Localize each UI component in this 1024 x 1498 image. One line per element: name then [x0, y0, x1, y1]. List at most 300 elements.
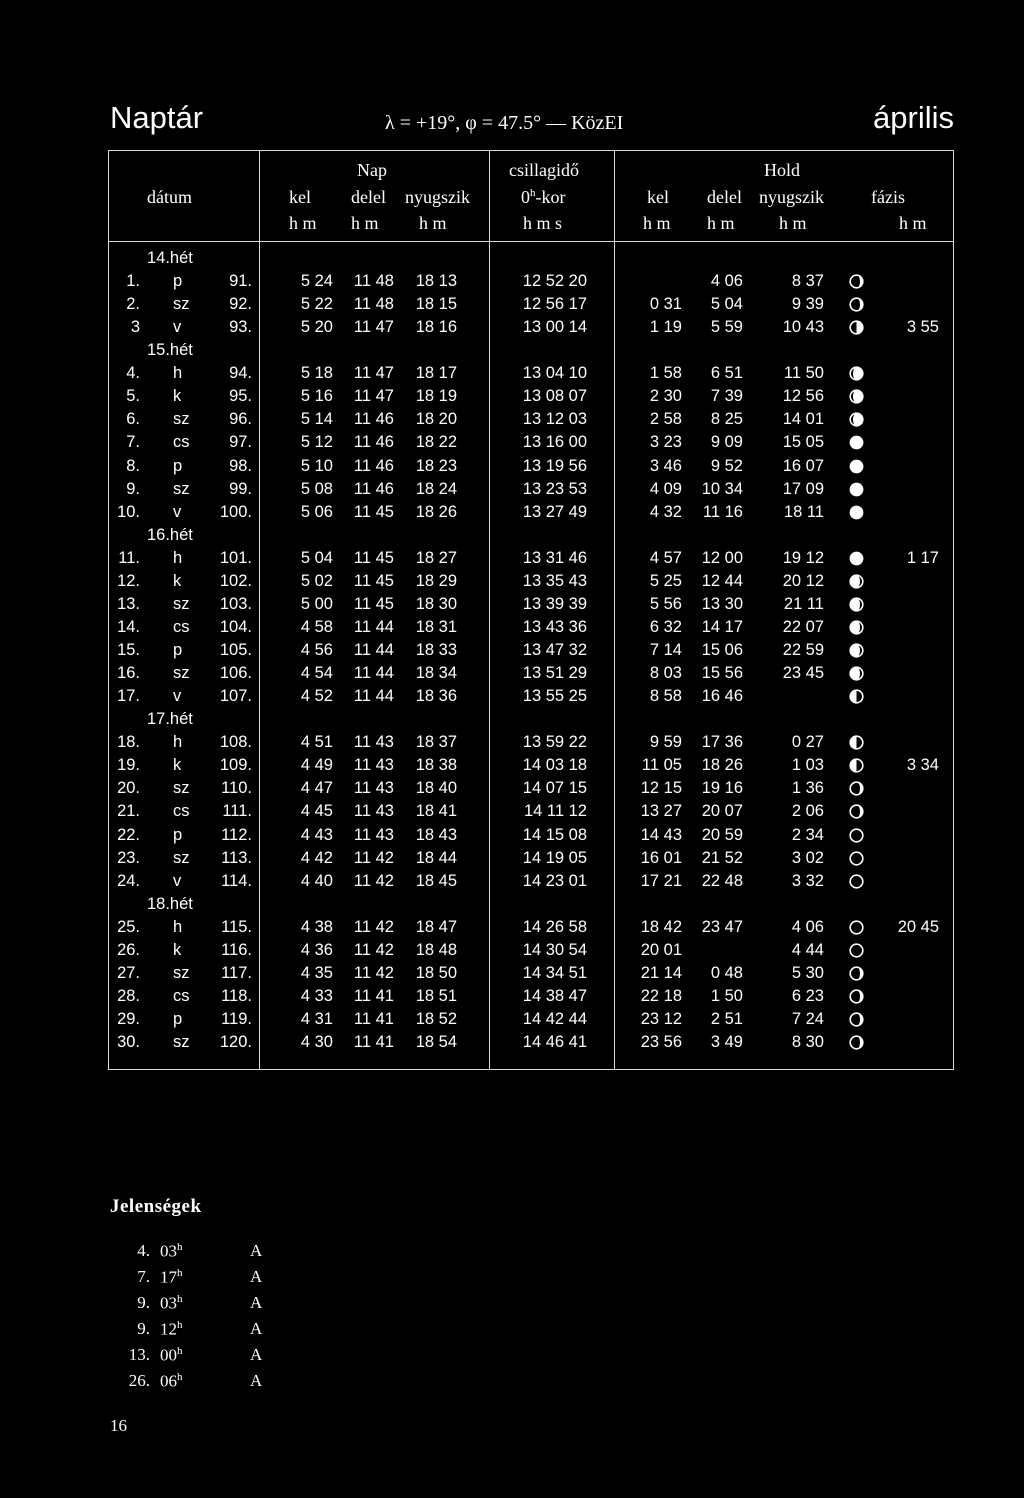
weekday: k: [173, 571, 182, 590]
units: h m: [351, 213, 379, 233]
sun-transit: 11 44: [353, 687, 394, 706]
moonrise: 6 32: [649, 617, 682, 636]
date-day: 13.: [117, 594, 140, 613]
sunset: 18 38: [415, 756, 457, 775]
moonrise: 9 59: [649, 733, 682, 752]
sidereal-time: 12 56 17: [522, 295, 587, 314]
moonset: 7 24: [791, 1009, 824, 1028]
moon-transit: 2 51: [710, 1009, 743, 1028]
phenomenon-hour: 00: [160, 1345, 177, 1365]
moon-phase-icon: [849, 274, 864, 289]
sun-transit: 11 47: [353, 387, 394, 406]
moonset: 14 01: [782, 410, 824, 429]
moonrise: 8 58: [649, 687, 682, 706]
phenomenon-time: [160, 1345, 183, 1366]
units: h m s: [523, 213, 563, 233]
phenomenon-hour: 03: [160, 1293, 177, 1313]
day-of-year: 117.: [221, 963, 252, 982]
moonset: 4 44: [791, 940, 824, 959]
moonset: 10 43: [782, 318, 824, 337]
moonrise: 4 09: [649, 479, 682, 498]
date-day: 27.: [117, 963, 140, 982]
col-nap-delel: delel: [351, 187, 386, 207]
sun-transit: 11 48: [353, 272, 394, 291]
moonset: 9 39: [791, 295, 824, 314]
sidereal-time: 14 19 05: [522, 848, 587, 867]
sun-transit: 11 42: [353, 848, 394, 867]
moon-phase-icon: [849, 874, 864, 889]
sunrise: 4 35: [300, 963, 333, 982]
sun-transit: 11 47: [353, 318, 394, 337]
moon-phase-icon: [849, 758, 864, 773]
moonrise: 8 03: [649, 664, 682, 683]
col-csillagido: csillagidő: [509, 160, 579, 180]
col-datum: dátum: [147, 187, 192, 207]
date-day: 5.: [126, 387, 140, 406]
sun-transit: 11 46: [353, 410, 394, 429]
phenomenon-hour-unit: h: [177, 1345, 183, 1357]
moonset: 19 12: [782, 548, 824, 567]
sun-transit: 11 43: [353, 825, 394, 844]
sunset: 18 54: [415, 1033, 457, 1052]
sidereal-time: 13 55 25: [522, 687, 587, 706]
date-day: 26.: [117, 940, 140, 959]
phase-time: 3 55: [906, 318, 939, 337]
sidereal-time: 14 46 41: [522, 1033, 587, 1052]
phase-time: 1 17: [906, 548, 939, 567]
sunrise: 5 16: [300, 387, 333, 406]
moon-phase-icon: [849, 551, 864, 566]
week-label: 16.hét: [147, 525, 193, 544]
sunrise: 4 56: [300, 641, 333, 660]
moon-transit: 7 39: [710, 387, 743, 406]
sidereal-time: 13 04 10: [522, 364, 587, 383]
sun-transit: 11 45: [353, 571, 394, 590]
moon-phase-icon: [849, 989, 864, 1004]
moonset: 18 11: [783, 502, 824, 521]
week-label: 18.hét: [147, 894, 193, 913]
moonset: 3 02: [791, 848, 824, 867]
phenomenon-time: [160, 1293, 183, 1314]
weekday: v: [173, 502, 182, 521]
moonrise: 3 46: [649, 456, 682, 475]
date-day: 11.: [118, 548, 140, 567]
moon-phase-icon: [849, 920, 864, 935]
sunset: 18 34: [415, 664, 457, 683]
sunrise: 5 24: [300, 272, 333, 291]
moon-transit: 19 16: [701, 779, 743, 798]
phenomenon-event: A: [250, 1371, 263, 1390]
sunset: 18 26: [415, 502, 457, 521]
weekday: h: [173, 917, 183, 936]
weekday: cs: [173, 617, 190, 636]
moonrise: 17 21: [640, 871, 682, 890]
date-day: 22.: [117, 825, 140, 844]
moon-phase-icon: [849, 412, 864, 427]
day-of-year: 95.: [229, 387, 252, 406]
date-day: 24.: [117, 871, 140, 890]
weekday: sz: [173, 664, 190, 683]
weekday: sz: [173, 410, 190, 429]
phenomenon-event: A: [250, 1319, 263, 1338]
moon-transit: 15 56: [701, 664, 743, 683]
phenomenon-day: 4.: [137, 1241, 150, 1260]
units: h m: [419, 213, 447, 233]
day-of-year: 98.: [229, 456, 252, 475]
date-day: 15.: [117, 641, 140, 660]
moon-phase-icon: [849, 666, 864, 681]
day-of-year: 108.: [219, 733, 252, 752]
weekday: cs: [173, 433, 190, 452]
day-of-year: 111.: [222, 802, 252, 821]
moonset: 6 23: [791, 986, 824, 1005]
weekday: p: [173, 272, 183, 291]
date-day: 23.: [117, 848, 140, 867]
moonset: 17 09: [782, 479, 824, 498]
sunrise: 4 42: [300, 848, 333, 867]
moon-transit: 14 17: [701, 617, 743, 636]
moonrise: 3 23: [649, 433, 682, 452]
weekday: k: [173, 387, 182, 406]
phenomenon-hour-unit: h: [177, 1319, 183, 1331]
sunset: 18 40: [415, 779, 457, 798]
sidereal-time: 13 31 46: [522, 548, 587, 567]
sun-transit: 11 43: [353, 733, 394, 752]
moon-phase-icon: [849, 366, 864, 381]
sunrise: 5 18: [300, 364, 333, 383]
sidereal-time: 13 39 39: [522, 594, 587, 613]
sunrise: 4 54: [300, 664, 333, 683]
sunrise: 5 10: [300, 456, 333, 475]
sidereal-time: 13 16 00: [522, 433, 587, 452]
date-day: 3: [130, 318, 140, 337]
date-day: 12.: [117, 571, 140, 590]
moon-phase-icon: [849, 574, 864, 589]
moonset: 11 50: [783, 364, 824, 383]
sidereal-time: 13 27 49: [522, 502, 587, 521]
date-day: 9.: [126, 479, 140, 498]
sun-transit: 11 47: [353, 364, 394, 383]
header-title: Naptár: [110, 100, 204, 135]
moonset: 20 12: [782, 571, 824, 590]
sunset: 18 17: [415, 364, 457, 383]
weekday: p: [173, 456, 183, 475]
moon-transit: 16 46: [701, 687, 743, 706]
day-of-year: 120.: [219, 1033, 252, 1052]
sunset: 18 19: [415, 387, 457, 406]
sun-transit: 11 46: [353, 456, 394, 475]
sunrise: 4 47: [300, 779, 333, 798]
divider: [489, 151, 490, 1069]
weekday: sz: [173, 1033, 190, 1052]
sun-transit: 11 44: [353, 617, 394, 636]
sunrise: 4 36: [300, 940, 333, 959]
moon-transit: 4 06: [710, 272, 743, 291]
moonrise: 0 31: [649, 295, 682, 314]
sidereal-time: 14 26 58: [522, 917, 587, 936]
weekday: sz: [173, 479, 190, 498]
moonset: 4 06: [791, 917, 824, 936]
moon-phase-icon: [849, 597, 864, 612]
col-hold-delel: delel: [707, 187, 742, 207]
phase-time: 3 34: [906, 756, 939, 775]
date-day: 2.: [126, 295, 140, 314]
moonset: 2 34: [791, 825, 824, 844]
sidereal-time: 13 59 22: [522, 733, 587, 752]
moonrise: 7 14: [649, 641, 682, 660]
moonset: 15 05: [782, 433, 824, 452]
moonrise: 2 30: [649, 387, 682, 406]
sidereal-time: 14 23 01: [522, 871, 587, 890]
sunrise: 4 40: [300, 871, 333, 890]
weekday: sz: [173, 779, 190, 798]
moon-transit: 8 25: [710, 410, 743, 429]
moon-transit: 23 47: [701, 917, 743, 936]
moon-phase-icon: [849, 689, 864, 704]
day-of-year: 94.: [229, 364, 252, 383]
sidereal-time: 13 19 56: [522, 456, 587, 475]
day-of-year: 105.: [219, 641, 252, 660]
day-of-year: 92.: [229, 295, 252, 314]
date-day: 19.: [117, 756, 140, 775]
moonset: 8 37: [791, 272, 824, 291]
header-divider: [109, 241, 953, 242]
moonrise: 1 58: [649, 364, 682, 383]
moonrise: 2 58: [649, 410, 682, 429]
sun-transit: 11 41: [353, 1009, 394, 1028]
sunset: 18 50: [415, 963, 457, 982]
sidereal-time: 14 34 51: [522, 963, 587, 982]
moonset: 0 27: [791, 733, 824, 752]
units: h m: [289, 213, 317, 233]
day-of-year: 100.: [219, 502, 252, 521]
divider: [614, 151, 615, 1069]
sidereal-time: 14 15 08: [522, 825, 587, 844]
phenomenon-time: [160, 1241, 183, 1262]
sidereal-time: 14 38 47: [522, 986, 587, 1005]
sunset: 18 43: [415, 825, 457, 844]
moonrise: 5 25: [649, 571, 682, 590]
sidereal-time: 14 03 18: [522, 756, 587, 775]
units: h m: [707, 213, 735, 233]
sidereal-time: 14 11 12: [523, 802, 587, 821]
phenomenon-day: 7.: [137, 1267, 150, 1286]
date-day: 20.: [117, 779, 140, 798]
phenomenon-hour-unit: h: [177, 1267, 183, 1279]
phenomenon-time: [160, 1267, 183, 1288]
date-day: 10.: [117, 502, 140, 521]
weekday: sz: [173, 295, 190, 314]
phenomenon-day: 9.: [137, 1319, 150, 1338]
day-of-year: 109.: [219, 756, 252, 775]
phenomenon-hour-unit: h: [177, 1293, 183, 1305]
sunset: 18 31: [415, 617, 457, 636]
weekday: cs: [173, 986, 190, 1005]
phenomenon-hour-unit: h: [177, 1241, 183, 1253]
day-of-year: 114.: [221, 871, 252, 890]
sunset: 18 47: [415, 917, 457, 936]
moonrise: 1 19: [649, 318, 682, 337]
sunset: 18 48: [415, 940, 457, 959]
day-of-year: 110.: [221, 779, 252, 798]
sunset: 18 13: [415, 272, 457, 291]
weekday: sz: [173, 963, 190, 982]
day-of-year: 101.: [219, 548, 252, 567]
divider: [259, 151, 260, 1069]
header-month: április: [873, 100, 954, 135]
date-day: 14.: [117, 617, 140, 636]
moon-transit: 3 49: [710, 1033, 743, 1052]
col-hold-group: Hold: [764, 160, 800, 180]
units: h m: [899, 213, 927, 233]
moon-transit: 5 59: [710, 318, 743, 337]
moon-phase-icon: [849, 851, 864, 866]
moon-phase-icon: [849, 482, 864, 497]
phenomenon-event: A: [250, 1345, 263, 1364]
day-of-year: 115.: [221, 917, 252, 936]
sidereal-time: 13 12 03: [522, 410, 587, 429]
date-day: 28.: [117, 986, 140, 1005]
weekday: p: [173, 641, 183, 660]
phenomenon-time: [160, 1371, 183, 1392]
phenomenon-hour: 06: [160, 1371, 177, 1391]
sunrise: 4 33: [300, 986, 333, 1005]
sidereal-time: 14 07 15: [522, 779, 587, 798]
sidereal-time: 14 42 44: [522, 1009, 587, 1028]
sunrise: 5 02: [300, 571, 333, 590]
date-day: 18.: [117, 733, 140, 752]
moon-phase-icon: [849, 828, 864, 843]
week-label: 14.hét: [147, 249, 193, 267]
week-label: 17.hét: [147, 710, 193, 729]
date-day: 21.: [117, 802, 140, 821]
sunset: 18 30: [415, 594, 457, 613]
day-of-year: 118.: [221, 986, 252, 1005]
phenomenon-hour: 12: [160, 1319, 177, 1339]
col-nap-kel: kel: [289, 187, 311, 207]
date-day: 17.: [117, 687, 140, 706]
col-nap-group: Nap: [357, 160, 387, 180]
date-day: 8.: [126, 456, 140, 475]
sidereal-time: 13 43 36: [522, 617, 587, 636]
sun-transit: 11 45: [353, 502, 394, 521]
moon-transit: 12 00: [701, 548, 743, 567]
sunset: 18 22: [415, 433, 457, 452]
moonset: 5 30: [791, 963, 824, 982]
date-day: 7.: [126, 433, 140, 452]
sunrise: 4 49: [300, 756, 333, 775]
moonset: 16 07: [782, 456, 824, 475]
weekday: p: [173, 825, 183, 844]
week-label: 15.hét: [147, 341, 193, 360]
sunset: 18 29: [415, 571, 457, 590]
sun-transit: 11 42: [353, 871, 394, 890]
col-hold-fazis: fázis: [871, 187, 905, 207]
moonrise: 4 32: [649, 502, 682, 521]
sun-transit: 11 44: [353, 664, 394, 683]
moonset: 21 11: [783, 594, 824, 613]
moon-phase-icon: [849, 320, 864, 335]
sunrise: 5 12: [300, 433, 333, 452]
date-day: 29.: [117, 1009, 140, 1028]
page-number: 16: [110, 1416, 127, 1435]
moon-transit: 22 48: [701, 871, 743, 890]
sidereal-time: 13 08 07: [522, 387, 587, 406]
moon-phase-icon: [849, 459, 864, 474]
moon-transit: 9 09: [710, 433, 743, 452]
sunrise: 5 22: [300, 295, 333, 314]
moonrise: 22 18: [640, 986, 682, 1005]
weekday: k: [173, 756, 182, 775]
phenomenon-day: 9.: [137, 1293, 150, 1312]
date-day: 30.: [117, 1033, 140, 1052]
moonrise: 20 01: [640, 940, 682, 959]
sun-transit: 11 45: [353, 594, 394, 613]
col-hold-kel: kel: [647, 187, 669, 207]
date-day: 16.: [117, 664, 140, 683]
moon-transit: 15 06: [701, 641, 743, 660]
sunset: 18 51: [415, 986, 457, 1005]
day-of-year: 112.: [221, 825, 252, 844]
phenomenon-hour: 17: [160, 1267, 177, 1287]
moon-phase-icon: [849, 297, 864, 312]
weekday: sz: [173, 594, 190, 613]
sunset: 18 41: [415, 802, 457, 821]
weekday: cs: [173, 802, 190, 821]
moon-transit: 20 07: [701, 802, 743, 821]
sidereal-time: 13 51 29: [522, 664, 587, 683]
sunset: 18 23: [415, 456, 457, 475]
sunrise: 4 43: [300, 825, 333, 844]
sunrise: 5 14: [300, 410, 333, 429]
moon-transit: 0 48: [710, 963, 743, 982]
weekday: v: [173, 687, 182, 706]
moonrise: 16 01: [640, 848, 682, 867]
sidereal-time: 13 35 43: [522, 571, 587, 590]
phenomenon-day: 26.: [128, 1371, 150, 1390]
weekday: h: [173, 364, 183, 383]
day-of-year: 96.: [229, 410, 252, 429]
moonrise: 14 43: [640, 825, 682, 844]
sunrise: 5 06: [300, 502, 333, 521]
moonset: 23 45: [782, 664, 824, 683]
moon-phase-icon: [849, 781, 864, 796]
col-hold-nyugszik: nyugszik: [759, 187, 824, 207]
date-day: 4.: [126, 364, 140, 383]
moon-transit: 13 30: [701, 594, 743, 613]
day-of-year: 103.: [219, 594, 252, 613]
units: h m: [643, 213, 671, 233]
sun-transit: 11 42: [353, 917, 394, 936]
weekday: p: [173, 1009, 183, 1028]
moon-phase-icon: [849, 1012, 864, 1027]
sunrise: 4 38: [300, 917, 333, 936]
phenomenon-event: A: [250, 1241, 263, 1260]
header-coordinates: λ = +19°, φ = 47.5° — KözEI: [385, 112, 624, 134]
sunset: 18 52: [415, 1009, 457, 1028]
sun-transit: 11 42: [353, 963, 394, 982]
sunset: 18 15: [415, 295, 457, 314]
sunset: 18 33: [415, 641, 457, 660]
sunrise: 4 58: [300, 617, 333, 636]
moon-phase-icon: [849, 966, 864, 981]
sun-transit: 11 42: [353, 940, 394, 959]
day-of-year: 91.: [229, 272, 252, 291]
sunset: 18 16: [415, 318, 457, 337]
moon-phase-icon: [849, 943, 864, 958]
phenomenon-day: 13.: [128, 1345, 150, 1364]
units: h m: [779, 213, 807, 233]
